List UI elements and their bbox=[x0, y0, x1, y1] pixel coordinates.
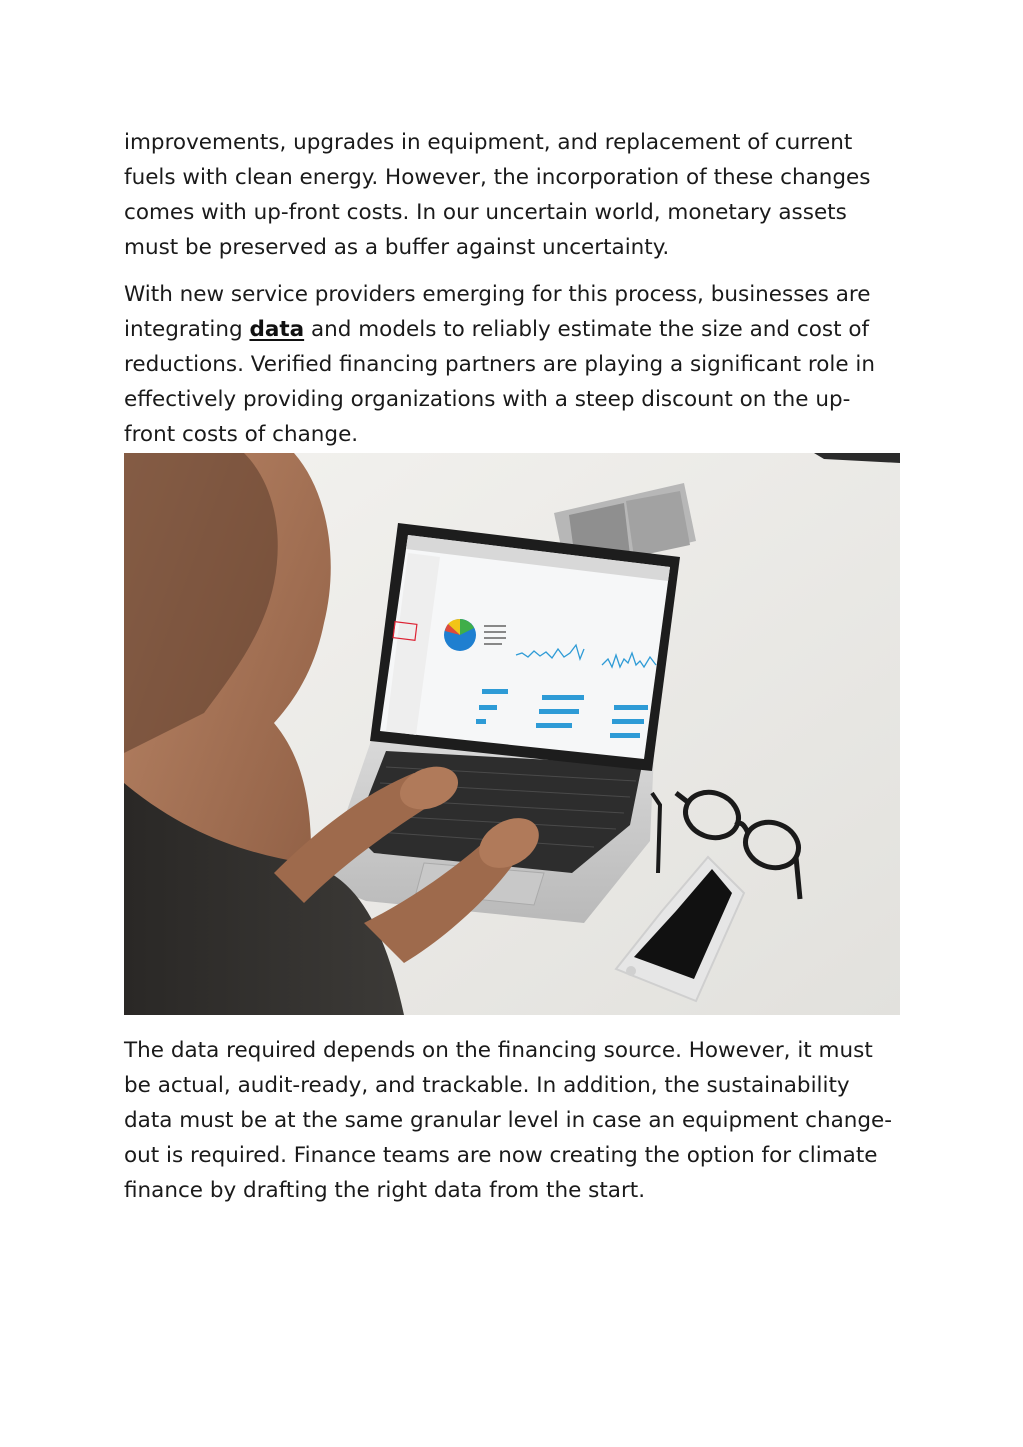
bar-9 bbox=[610, 733, 640, 738]
bar-6 bbox=[536, 723, 572, 728]
bar-5 bbox=[539, 709, 579, 714]
data-link[interactable]: data bbox=[249, 317, 305, 342]
paragraph-data-requirements: The data required depends on the financing source. However, it must be actual, audit-ready, and trackable. In addition, the sustainability data must be at the same granular level in case an equipment change-out is required. Finance teams are now creating the option for climate finance by drafting the right data from the start. bbox=[124, 1038, 893, 1203]
screen-pie-chart bbox=[444, 619, 476, 651]
document-page bbox=[124, 125, 900, 1208]
bar-1 bbox=[482, 689, 508, 694]
bar-8 bbox=[612, 719, 644, 724]
bar-3 bbox=[476, 719, 486, 724]
paragraph-text-start: With new service providers emerging for this process, businesses are integrating bbox=[124, 282, 871, 342]
laptop-analytics-photo bbox=[124, 453, 900, 1015]
bar-7 bbox=[614, 705, 648, 710]
bar-2 bbox=[479, 705, 497, 710]
paragraph-service-providers bbox=[124, 277, 900, 452]
paragraph-upfront-costs: improvements, upgrades in equipment, and replacement of current fuels with clean energy. However, the incorporation of these changes comes with up-front costs. In our uncertain world, monetary assets must be preserved as a buffer against uncertainty. bbox=[124, 130, 871, 260]
paragraph-text-end: and models to reliably estimate the size and cost of reductions. Verified financing partners are playing a significant role in effectively providing organizations with a steep discount on the up-front costs of change. bbox=[124, 317, 875, 447]
bar-4 bbox=[542, 695, 584, 700]
